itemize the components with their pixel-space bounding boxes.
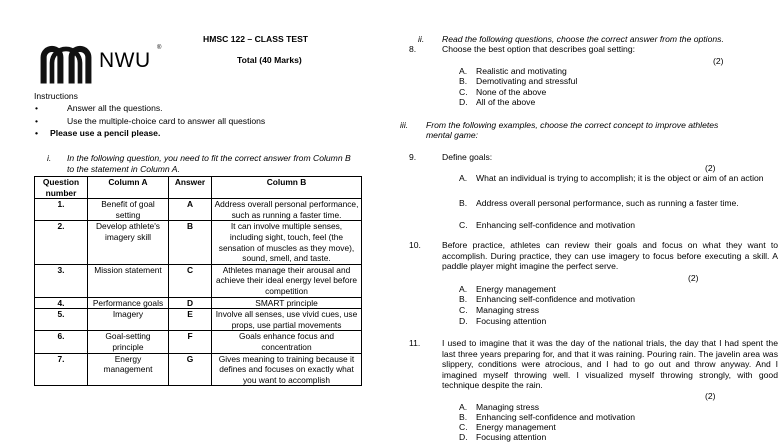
row-number: 5.	[35, 309, 88, 331]
table-row	[35, 199, 362, 221]
option-text: Enhancing self-confidence and motivation	[476, 294, 636, 304]
option-text: Focusing attention	[476, 316, 547, 326]
row-answer: E	[169, 309, 212, 331]
row-column-b: SMART principle	[212, 297, 362, 309]
table-row	[35, 331, 362, 353]
row-answer: B	[169, 221, 212, 264]
option-letter: B.	[459, 412, 468, 422]
row-column-a: Performance goals	[88, 297, 169, 309]
question-text: Choose the best option that describes goal setting:	[442, 44, 636, 54]
instruction-item: Answer all the questions.	[67, 103, 163, 113]
option-letter: A.	[459, 402, 468, 412]
row-number: 3.	[35, 264, 88, 297]
logo-wordmark: NWU	[99, 49, 151, 72]
section-numeral: i.	[47, 153, 52, 163]
option-text: Demotivating and stressful	[476, 76, 578, 86]
row-answer: C	[169, 264, 212, 297]
table-row	[35, 297, 362, 309]
table-row	[35, 309, 362, 331]
option-text: Enhancing self-confidence and motivation	[476, 412, 636, 422]
option-letter: B.	[459, 294, 468, 304]
question-number: 10.	[409, 240, 421, 250]
option-letter: B.	[459, 198, 468, 208]
row-answer: D	[169, 297, 212, 309]
option-text: Enhancing self-confidence and motivation	[476, 220, 636, 230]
row-column-a: Goal-setting principle	[88, 331, 169, 353]
row-column-a: Mission statement	[88, 264, 169, 297]
total-marks: Total (40 Marks)	[237, 55, 302, 65]
row-answer: F	[169, 331, 212, 353]
section-instruction: to the statement in Column A.	[67, 164, 180, 174]
instructions-title: Instructions	[34, 91, 78, 101]
header-column-b: Column B	[212, 177, 362, 199]
question-marks: (2)	[705, 163, 716, 173]
option-letter: D.	[459, 432, 468, 442]
row-column-b: Gives meaning to training because it defines and focuses on exactly what you want to accomplish	[212, 353, 362, 386]
row-number: 2.	[35, 221, 88, 264]
row-number: 4.	[35, 297, 88, 309]
question-text: Define goals:	[442, 152, 493, 162]
header-column-a: Column A	[88, 177, 169, 199]
question-number: 11.	[409, 338, 421, 348]
row-number: 7.	[35, 353, 88, 386]
question-text: Before practice, athletes can review their goals and focus on what they want to accomplish. During practice, they can use imagery to focus before executing a skill. A paddle player might imagine the perfect serve.	[442, 240, 778, 272]
option-letter: B.	[459, 76, 468, 86]
instruction-bullet: •	[35, 116, 39, 126]
section-instruction: Read the following questions, choose the correct answer from the options.	[442, 34, 724, 44]
option-text: Energy management	[476, 422, 556, 432]
row-column-b: Address overall personal performance, such as running a faster time.	[212, 199, 362, 221]
row-column-a: Energy management	[88, 353, 169, 386]
logo-registered-mark: ®	[157, 45, 162, 51]
option-text: Managing stress	[476, 305, 540, 315]
course-title: HMSC 122 – CLASS TEST	[203, 34, 309, 44]
header-answer: Answer	[169, 177, 212, 199]
row-number: 6.	[35, 331, 88, 353]
instruction-bullet: •	[35, 128, 39, 138]
option-letter: C.	[459, 305, 468, 315]
instruction-item: Please use a pencil please.	[50, 128, 161, 138]
section-instruction: mental game:	[426, 130, 479, 140]
row-column-a: Benefit of goal setting	[88, 199, 169, 221]
section-instruction: From the following examples, choose the correct concept to improve athletes	[426, 120, 719, 130]
instruction-bullet: •	[35, 103, 39, 113]
option-letter: A.	[459, 66, 468, 76]
option-text: Managing stress	[476, 402, 540, 412]
option-text: None of the above	[476, 87, 547, 97]
option-letter: D.	[459, 316, 468, 326]
option-text: All of the above	[476, 97, 536, 107]
question-text: I used to imagine that it was the day of the national trials, the day that I had spent the last three years preparing for, and that it was raining. Pouring rain. The javelin area was slippery, conditions were atrocious, and I had to go out and throw anyway. And I imagined myself throwing well. I visualized myself throwing strongly, with good technique despite the rain.	[442, 338, 778, 391]
question-number: 8.	[409, 44, 417, 54]
option-letter: A.	[459, 173, 468, 183]
row-column-b: It can involve multiple senses, including sight, touch, feel (the sensation of muscles as they move), sound, smell, and taste.	[212, 221, 362, 264]
table-row	[35, 264, 362, 297]
table-row	[35, 221, 362, 264]
section-instruction: In the following question, you need to fit the correct answer from Column B	[67, 153, 351, 163]
section-numeral: ii.	[418, 34, 425, 44]
row-answer: G	[169, 353, 212, 386]
option-letter: A.	[459, 284, 468, 294]
option-text: Focusing attention	[476, 432, 547, 442]
row-answer: A	[169, 199, 212, 221]
option-letter: D.	[459, 97, 468, 107]
table-header-row	[35, 177, 362, 199]
question-marks: (2)	[688, 273, 699, 283]
option-text: Realistic and motivating	[476, 66, 567, 76]
header-question-number: Question number	[35, 177, 88, 199]
row-number: 1.	[35, 199, 88, 221]
section-numeral: iii.	[400, 120, 409, 130]
option-letter: C.	[459, 87, 468, 97]
question-marks: (2)	[713, 56, 724, 66]
row-column-b: Goals enhance focus and concentration	[212, 331, 362, 353]
nwu-logo-emblem	[38, 38, 94, 86]
matching-table	[34, 176, 362, 386]
row-column-a: Imagery	[88, 309, 169, 331]
row-column-b: Involve all senses, use vivid cues, use props, use partial movements	[212, 309, 362, 331]
row-column-a: Develop athlete's imagery skill	[88, 221, 169, 264]
question-marks: (2)	[705, 391, 716, 401]
question-number: 9.	[409, 152, 417, 162]
option-letter: C.	[459, 422, 468, 432]
row-column-b: Athletes manage their arousal and achieve their ideal energy level before competition	[212, 264, 362, 297]
option-letter: C.	[459, 220, 468, 230]
table-row	[35, 353, 362, 386]
instruction-item: Use the multiple-choice card to answer all questions	[67, 116, 266, 126]
option-text: Address overall personal performance, such as running a faster time.	[476, 198, 739, 208]
option-text: Energy management	[476, 284, 556, 294]
option-text: What an individual is trying to accomplish; it is the object or aim of an action	[476, 173, 764, 183]
